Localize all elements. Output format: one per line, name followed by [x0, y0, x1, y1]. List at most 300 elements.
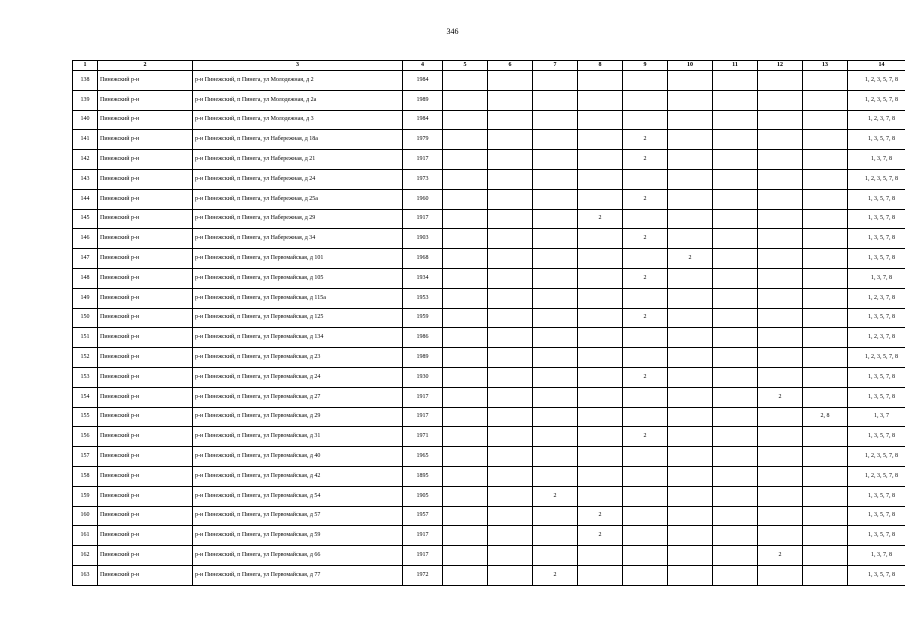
col7-cell [533, 229, 578, 249]
col12-cell [758, 348, 803, 368]
col6-cell [488, 268, 533, 288]
col9-cell [623, 249, 668, 269]
col7-cell [533, 506, 578, 526]
table-body [73, 71, 905, 586]
col6-cell [488, 150, 533, 170]
col11-cell [713, 71, 758, 91]
col12-cell [758, 328, 803, 348]
col5-cell [443, 328, 488, 348]
col10-cell [668, 506, 713, 526]
table-row [73, 71, 905, 91]
col12-cell [758, 308, 803, 328]
district-cell: Пинежский р-н [98, 546, 193, 566]
codes-cell: 1, 3, 7, 8 [848, 150, 905, 170]
col13-cell [803, 348, 848, 368]
col11-cell [713, 526, 758, 546]
address-cell: р-н Пинежский, п Пинега, ул Первомайская, д 54 [193, 486, 403, 506]
table-row [73, 209, 905, 229]
col7-cell [533, 130, 578, 150]
column-header-1: 1 [73, 61, 98, 71]
address-cell: р-н Пинежский, п Пинега, ул Первомайская, д 134 [193, 328, 403, 348]
address-cell: р-н Пинежский, п Пинега, ул Первомайская, д 57 [193, 506, 403, 526]
codes-cell: 1, 3, 5, 7, 8 [848, 209, 905, 229]
col10-cell [668, 447, 713, 467]
col9-cell: 2 [623, 427, 668, 447]
column-header-9: 9 [623, 61, 668, 71]
col9-cell: 2 [623, 308, 668, 328]
column-header-5: 5 [443, 61, 488, 71]
col7-cell [533, 288, 578, 308]
col8-cell [578, 288, 623, 308]
col12-cell [758, 169, 803, 189]
col10-cell [668, 526, 713, 546]
col13-cell [803, 387, 848, 407]
col11-cell [713, 150, 758, 170]
col8-cell [578, 447, 623, 467]
codes-cell: 1, 3, 5, 7, 8 [848, 526, 905, 546]
row-number: 143 [73, 169, 98, 189]
col12-cell [758, 486, 803, 506]
col10-cell [668, 110, 713, 130]
col6-cell [488, 427, 533, 447]
table-row [73, 387, 905, 407]
codes-cell: 1, 2, 3, 5, 7, 8 [848, 348, 905, 368]
table-row [73, 249, 905, 269]
col6-cell [488, 328, 533, 348]
table-row [73, 90, 905, 110]
row-number: 159 [73, 486, 98, 506]
col7-cell [533, 150, 578, 170]
col10-cell [668, 150, 713, 170]
col9-cell [623, 546, 668, 566]
col12-cell [758, 427, 803, 447]
table-row [73, 526, 905, 546]
col7-cell [533, 447, 578, 467]
col5-cell [443, 526, 488, 546]
col7-cell [533, 348, 578, 368]
col6-cell [488, 249, 533, 269]
col8-cell [578, 110, 623, 130]
address-cell: р-н Пинежский, п Пинега, ул Первомайская, д 101 [193, 249, 403, 269]
col9-cell [623, 447, 668, 467]
col5-cell [443, 110, 488, 130]
col9-cell [623, 209, 668, 229]
year-cell: 1903 [403, 229, 443, 249]
district-cell: Пинежский р-н [98, 229, 193, 249]
col13-cell [803, 308, 848, 328]
col10-cell [668, 367, 713, 387]
col13-cell [803, 169, 848, 189]
col12-cell [758, 367, 803, 387]
col7-cell [533, 546, 578, 566]
col8-cell [578, 328, 623, 348]
col7-cell [533, 71, 578, 91]
address-cell: р-н Пинежский, п Пинега, ул Первомайская, д 66 [193, 546, 403, 566]
codes-cell: 1, 2, 3, 7, 8 [848, 110, 905, 130]
district-cell: Пинежский р-н [98, 169, 193, 189]
column-header-3: 3 [193, 61, 403, 71]
row-number: 140 [73, 110, 98, 130]
col8-cell: 2 [578, 209, 623, 229]
year-cell: 1917 [403, 407, 443, 427]
col6-cell [488, 189, 533, 209]
codes-cell: 1, 3, 7 [848, 407, 905, 427]
col10-cell [668, 546, 713, 566]
col13-cell [803, 288, 848, 308]
col5-cell [443, 150, 488, 170]
codes-cell: 1, 2, 3, 5, 7, 8 [848, 466, 905, 486]
col9-cell: 2 [623, 229, 668, 249]
col7-cell [533, 308, 578, 328]
table-row [73, 169, 905, 189]
col5-cell [443, 486, 488, 506]
row-number: 162 [73, 546, 98, 566]
year-cell: 1968 [403, 249, 443, 269]
codes-cell: 1, 2, 3, 7, 8 [848, 328, 905, 348]
col6-cell [488, 447, 533, 467]
col8-cell [578, 169, 623, 189]
district-cell: Пинежский р-н [98, 130, 193, 150]
column-header-13: 13 [803, 61, 848, 71]
col5-cell [443, 268, 488, 288]
col12-cell [758, 288, 803, 308]
col6-cell [488, 288, 533, 308]
col7-cell: 2 [533, 486, 578, 506]
year-cell: 1986 [403, 328, 443, 348]
col9-cell: 2 [623, 150, 668, 170]
table-row [73, 466, 905, 486]
district-cell: Пинежский р-н [98, 466, 193, 486]
codes-cell: 1, 3, 5, 7, 8 [848, 130, 905, 150]
year-cell: 1971 [403, 427, 443, 447]
col6-cell [488, 308, 533, 328]
codes-cell: 1, 3, 7, 8 [848, 268, 905, 288]
col9-cell [623, 71, 668, 91]
address-cell: р-н Пинежский, п Пинега, ул Первомайская, д 42 [193, 466, 403, 486]
col11-cell [713, 189, 758, 209]
col8-cell [578, 130, 623, 150]
codes-cell: 1, 2, 3, 7, 8 [848, 288, 905, 308]
address-cell: р-н Пинежский, п Пинега, ул Первомайская, д 27 [193, 387, 403, 407]
column-header-6: 6 [488, 61, 533, 71]
row-number: 161 [73, 526, 98, 546]
col7-cell [533, 526, 578, 546]
column-header-14: 14 [848, 61, 905, 71]
address-cell: р-н Пинежский, п Пинега, ул Первомайская, д 40 [193, 447, 403, 467]
table-row [73, 486, 905, 506]
col10-cell [668, 71, 713, 91]
col5-cell [443, 466, 488, 486]
year-cell: 1984 [403, 71, 443, 91]
address-cell: р-н Пинежский, п Пинега, ул Первомайская, д 125 [193, 308, 403, 328]
row-number: 158 [73, 466, 98, 486]
col9-cell [623, 288, 668, 308]
col6-cell [488, 565, 533, 585]
column-header-11: 11 [713, 61, 758, 71]
col7-cell: 2 [533, 565, 578, 585]
col7-cell [533, 328, 578, 348]
year-cell: 1989 [403, 348, 443, 368]
address-cell: р-н Пинежский, п Пинега, ул Набережная, д 18а [193, 130, 403, 150]
col9-cell [623, 407, 668, 427]
col8-cell [578, 546, 623, 566]
header-row [73, 61, 905, 71]
col8-cell [578, 427, 623, 447]
table-row [73, 189, 905, 209]
district-cell: Пинежский р-н [98, 506, 193, 526]
col9-cell [623, 526, 668, 546]
col10-cell [668, 348, 713, 368]
row-number: 144 [73, 189, 98, 209]
codes-cell: 1, 3, 5, 7, 8 [848, 249, 905, 269]
col11-cell [713, 367, 758, 387]
col13-cell [803, 367, 848, 387]
col12-cell [758, 407, 803, 427]
address-cell: р-н Пинежский, п Пинега, ул Молодежная, д 2 [193, 71, 403, 91]
col12-cell [758, 150, 803, 170]
col7-cell [533, 169, 578, 189]
col6-cell [488, 486, 533, 506]
col7-cell [533, 249, 578, 269]
col11-cell [713, 90, 758, 110]
col10-cell [668, 189, 713, 209]
year-cell: 1917 [403, 526, 443, 546]
codes-cell: 1, 3, 5, 7, 8 [848, 387, 905, 407]
col13-cell [803, 150, 848, 170]
address-cell: р-н Пинежский, п Пинега, ул Первомайская, д 77 [193, 565, 403, 585]
col7-cell [533, 189, 578, 209]
col6-cell [488, 348, 533, 368]
address-cell: р-н Пинежский, п Пинега, ул Первомайская, д 23 [193, 348, 403, 368]
year-cell: 1917 [403, 387, 443, 407]
col10-cell [668, 328, 713, 348]
col13-cell [803, 427, 848, 447]
table-row [73, 367, 905, 387]
col6-cell [488, 387, 533, 407]
row-number: 152 [73, 348, 98, 368]
col11-cell [713, 447, 758, 467]
col13-cell [803, 565, 848, 585]
col11-cell [713, 209, 758, 229]
address-cell: р-н Пинежский, п Пинега, ул Молодежная, д 3 [193, 110, 403, 130]
col7-cell [533, 209, 578, 229]
col5-cell [443, 130, 488, 150]
col9-cell: 2 [623, 130, 668, 150]
table-row [73, 130, 905, 150]
table-row [73, 565, 905, 585]
district-cell: Пинежский р-н [98, 110, 193, 130]
col12-cell [758, 110, 803, 130]
col11-cell [713, 427, 758, 447]
col6-cell [488, 506, 533, 526]
col5-cell [443, 308, 488, 328]
col9-cell [623, 486, 668, 506]
codes-cell: 1, 3, 5, 7, 8 [848, 229, 905, 249]
col13-cell [803, 506, 848, 526]
col11-cell [713, 110, 758, 130]
row-number: 142 [73, 150, 98, 170]
col7-cell [533, 466, 578, 486]
col12-cell [758, 506, 803, 526]
codes-cell: 1, 3, 5, 7, 8 [848, 427, 905, 447]
year-cell: 1905 [403, 486, 443, 506]
row-number: 157 [73, 447, 98, 467]
row-number: 160 [73, 506, 98, 526]
table-row [73, 229, 905, 249]
col11-cell [713, 387, 758, 407]
col10-cell [668, 130, 713, 150]
row-number: 149 [73, 288, 98, 308]
col7-cell [533, 427, 578, 447]
codes-cell: 1, 2, 3, 5, 7, 8 [848, 447, 905, 467]
row-number: 154 [73, 387, 98, 407]
table-row [73, 308, 905, 328]
col11-cell [713, 565, 758, 585]
col5-cell [443, 249, 488, 269]
col12-cell [758, 249, 803, 269]
col9-cell: 2 [623, 268, 668, 288]
col11-cell [713, 407, 758, 427]
district-cell: Пинежский р-н [98, 71, 193, 91]
col10-cell [668, 308, 713, 328]
col5-cell [443, 427, 488, 447]
district-cell: Пинежский р-н [98, 249, 193, 269]
col11-cell [713, 229, 758, 249]
col13-cell [803, 466, 848, 486]
col8-cell [578, 387, 623, 407]
codes-cell: 1, 2, 3, 5, 7, 8 [848, 169, 905, 189]
district-cell: Пинежский р-н [98, 288, 193, 308]
col10-cell [668, 565, 713, 585]
col8-cell [578, 150, 623, 170]
col9-cell [623, 565, 668, 585]
col11-cell [713, 466, 758, 486]
col5-cell [443, 288, 488, 308]
col11-cell [713, 348, 758, 368]
col12-cell [758, 71, 803, 91]
table-row [73, 328, 905, 348]
col13-cell [803, 229, 848, 249]
district-cell: Пинежский р-н [98, 328, 193, 348]
col12-cell [758, 90, 803, 110]
col8-cell [578, 308, 623, 328]
col12-cell [758, 466, 803, 486]
year-cell: 1973 [403, 169, 443, 189]
col11-cell [713, 169, 758, 189]
col5-cell [443, 387, 488, 407]
table-row [73, 150, 905, 170]
col13-cell: 2, 8 [803, 407, 848, 427]
column-header-4: 4 [403, 61, 443, 71]
col13-cell [803, 328, 848, 348]
col13-cell [803, 268, 848, 288]
col5-cell [443, 565, 488, 585]
col11-cell [713, 506, 758, 526]
col8-cell [578, 367, 623, 387]
col6-cell [488, 546, 533, 566]
col6-cell [488, 466, 533, 486]
col8-cell [578, 407, 623, 427]
col9-cell [623, 169, 668, 189]
row-number: 151 [73, 328, 98, 348]
district-cell: Пинежский р-н [98, 526, 193, 546]
address-cell: р-н Пинежский, п Пинега, ул Набережная, д 21 [193, 150, 403, 170]
district-cell: Пинежский р-н [98, 268, 193, 288]
col6-cell [488, 229, 533, 249]
column-header-12: 12 [758, 61, 803, 71]
address-cell: р-н Пинежский, п Пинега, ул Набережная, д 24 [193, 169, 403, 189]
table-row [73, 407, 905, 427]
district-cell: Пинежский р-н [98, 486, 193, 506]
table-row [73, 268, 905, 288]
col11-cell [713, 130, 758, 150]
col12-cell [758, 189, 803, 209]
row-number: 156 [73, 427, 98, 447]
year-cell: 1959 [403, 308, 443, 328]
district-cell: Пинежский р-н [98, 348, 193, 368]
district-cell: Пинежский р-н [98, 90, 193, 110]
year-cell: 1984 [403, 110, 443, 130]
year-cell: 1895 [403, 466, 443, 486]
year-cell: 1957 [403, 506, 443, 526]
col8-cell [578, 268, 623, 288]
col9-cell [623, 387, 668, 407]
col5-cell [443, 506, 488, 526]
col9-cell [623, 506, 668, 526]
year-cell: 1960 [403, 189, 443, 209]
codes-cell: 1, 3, 5, 7, 8 [848, 308, 905, 328]
address-cell: р-н Пинежский, п Пинега, ул Первомайская, д 115а [193, 288, 403, 308]
row-number: 155 [73, 407, 98, 427]
col5-cell [443, 169, 488, 189]
col7-cell [533, 407, 578, 427]
col9-cell [623, 348, 668, 368]
district-cell: Пинежский р-н [98, 367, 193, 387]
year-cell: 1953 [403, 288, 443, 308]
address-cell: р-н Пинежский, п Пинега, ул Первомайская, д 29 [193, 407, 403, 427]
col10-cell [668, 288, 713, 308]
col10-cell [668, 407, 713, 427]
row-number: 147 [73, 249, 98, 269]
col10-cell [668, 229, 713, 249]
col8-cell [578, 249, 623, 269]
year-cell: 1930 [403, 367, 443, 387]
col10-cell [668, 90, 713, 110]
table-row [73, 348, 905, 368]
table-row [73, 110, 905, 130]
column-header-8: 8 [578, 61, 623, 71]
col5-cell [443, 447, 488, 467]
column-header-2: 2 [98, 61, 193, 71]
codes-cell: 1, 3, 5, 7, 8 [848, 367, 905, 387]
col10-cell [668, 486, 713, 506]
col10-cell [668, 466, 713, 486]
district-cell: Пинежский р-н [98, 189, 193, 209]
address-cell: р-н Пинежский, п Пинега, ул Первомайская, д 59 [193, 526, 403, 546]
address-cell: р-н Пинежский, п Пинега, ул Первомайская, д 31 [193, 427, 403, 447]
col9-cell [623, 90, 668, 110]
col11-cell [713, 268, 758, 288]
row-number: 146 [73, 229, 98, 249]
district-cell: Пинежский р-н [98, 308, 193, 328]
col6-cell [488, 130, 533, 150]
address-cell: р-н Пинежский, п Пинега, ул Набережная, д 25а [193, 189, 403, 209]
col10-cell [668, 387, 713, 407]
col5-cell [443, 367, 488, 387]
col13-cell [803, 249, 848, 269]
row-number: 141 [73, 130, 98, 150]
year-cell: 1979 [403, 130, 443, 150]
